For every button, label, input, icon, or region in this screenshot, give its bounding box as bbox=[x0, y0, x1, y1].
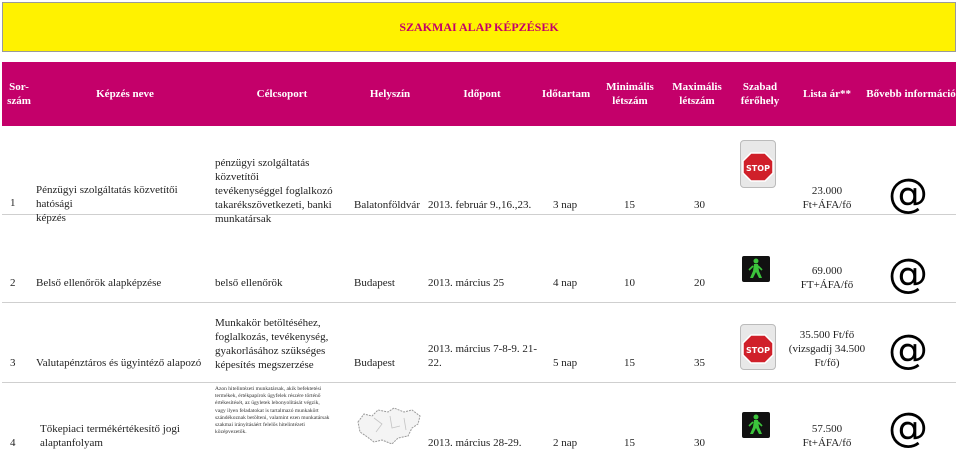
header-idopont: Időpont bbox=[463, 88, 501, 100]
price-line: 35.500 Ft/fő bbox=[799, 329, 855, 341]
course-name-line: képzés bbox=[36, 212, 66, 224]
header-szabad bbox=[732, 62, 788, 126]
course-name-line: Tőkepiaci termékértékesítő jogi bbox=[40, 423, 180, 435]
svg-text:STOP: STOP bbox=[746, 164, 770, 173]
max-headcount: 35 bbox=[694, 357, 705, 369]
duration: 3 nap bbox=[553, 199, 578, 211]
min-headcount: 15 bbox=[624, 437, 635, 449]
location: Budapest bbox=[354, 357, 395, 369]
price-line: FT+ÁFA/fő bbox=[800, 279, 854, 291]
header-sorszam bbox=[2, 62, 36, 126]
header-kepzes: Képzés neve bbox=[96, 88, 154, 100]
more-info-link[interactable]: @ bbox=[888, 171, 928, 217]
target-group bbox=[215, 276, 355, 290]
header-min-line2: létszám bbox=[612, 95, 648, 107]
table-row bbox=[2, 126, 956, 225]
price-line: Ft/fő) bbox=[814, 357, 840, 369]
header-szabad-line2: férőhely bbox=[740, 95, 780, 107]
page-title: SZAKMAI ALAP KÉPZÉSEK bbox=[399, 19, 559, 34]
green-walking-man-icon bbox=[742, 412, 770, 438]
hungary-map-icon bbox=[354, 406, 424, 451]
price-line: Ft+ÁFA/fő bbox=[802, 437, 852, 449]
max-headcount: 30 bbox=[694, 437, 705, 449]
date: 2013. március 25 bbox=[428, 277, 505, 289]
date-line: 2013. március 7-8-9. 21- bbox=[428, 343, 538, 355]
target-group bbox=[215, 386, 365, 436]
date: 2013. február 9.,16.,23. bbox=[428, 199, 532, 211]
course-name bbox=[40, 422, 215, 450]
green-walking-man-icon bbox=[742, 256, 770, 282]
table-row bbox=[2, 214, 956, 303]
course-name bbox=[36, 276, 216, 290]
target-line: termékek, értékpapírok ügyfelek részére történő bbox=[215, 393, 321, 400]
min-headcount: 15 bbox=[624, 199, 635, 211]
min-headcount: 10 bbox=[624, 277, 635, 289]
header-info: Bővebb információ bbox=[866, 88, 956, 100]
date bbox=[428, 342, 538, 370]
header-helyszin: Helyszín bbox=[369, 88, 411, 100]
header-sorszam-line2: szám bbox=[7, 95, 31, 107]
target-line: Azon hitelintézeti munkatársak, akik befektetési bbox=[215, 386, 322, 392]
location: Balatonföldvár bbox=[354, 199, 420, 211]
header-min-line1: Minimális bbox=[606, 81, 654, 93]
target-line: belső ellenőrök bbox=[215, 277, 283, 289]
course-name-line: Belső ellenőrök alapképzése bbox=[36, 277, 162, 289]
header-ar: Lista ár** bbox=[803, 88, 851, 100]
row-number: 1 bbox=[10, 197, 16, 209]
price bbox=[788, 422, 866, 450]
duration: 2 nap bbox=[553, 437, 578, 449]
target-line: értékesítését, az ügyletek lebonyolítását végzik, bbox=[215, 400, 320, 407]
max-headcount: 20 bbox=[694, 277, 705, 289]
target-line: képesítés megszerzése bbox=[215, 359, 314, 371]
row-number: 4 bbox=[10, 437, 16, 449]
date: 2013. március 28-29. bbox=[428, 437, 522, 449]
header-max bbox=[662, 62, 732, 126]
target-line: középvezetők. bbox=[215, 429, 247, 436]
price bbox=[788, 184, 866, 212]
title-bar bbox=[2, 2, 956, 52]
course-name bbox=[36, 356, 216, 370]
course-name-line: alaptanfolyam bbox=[40, 437, 103, 449]
header-max-line2: létszám bbox=[679, 95, 715, 107]
more-info-link[interactable]: @ bbox=[888, 327, 928, 373]
more-info-link[interactable]: @ bbox=[888, 405, 928, 451]
max-headcount: 30 bbox=[694, 199, 705, 211]
price bbox=[788, 264, 866, 292]
row-number: 2 bbox=[10, 277, 16, 289]
table-row bbox=[2, 302, 956, 383]
duration: 5 nap bbox=[553, 357, 578, 369]
target-group bbox=[215, 316, 355, 372]
target-line: pénzügyi szolgáltatás közvetítői bbox=[215, 157, 310, 183]
header-celcsoport: Célcsoport bbox=[256, 88, 308, 100]
price-line: 23.000 bbox=[811, 185, 843, 197]
location: Budapest bbox=[354, 277, 395, 289]
target-line: tevékenységgel foglalkozó bbox=[215, 185, 333, 197]
course-name-line: Valutapénztáros és ügyintéző alapozó bbox=[36, 357, 202, 369]
target-line: munkatársak bbox=[215, 213, 272, 225]
header-max-line1: Maximális bbox=[672, 81, 722, 93]
price-line: 69.000 bbox=[811, 265, 843, 277]
target-line: vagy ilyen feladatokat is tartalmazó munkakört bbox=[215, 407, 319, 414]
price-line: (vizsgadíj 34.500 bbox=[788, 343, 866, 355]
header-idotartam: Időtartam bbox=[541, 88, 591, 100]
duration: 4 nap bbox=[553, 277, 578, 289]
svg-text:STOP: STOP bbox=[746, 346, 770, 355]
target-line: szakmai irányításáért felelős hitelintézeti bbox=[215, 422, 305, 429]
header-szabad-line1: Szabad bbox=[742, 81, 778, 93]
stop-sign-icon bbox=[740, 324, 776, 370]
target-line: szándékoznak betölteni, valamint ezen munkatársak bbox=[215, 414, 330, 421]
table-header bbox=[2, 62, 956, 126]
price bbox=[788, 328, 866, 370]
table-row bbox=[2, 382, 956, 452]
stop-sign-icon bbox=[740, 140, 776, 188]
min-headcount: 15 bbox=[624, 357, 635, 369]
row-number: 3 bbox=[10, 357, 16, 369]
price-line: Ft+ÁFA/fő bbox=[802, 199, 852, 211]
target-line: foglalkozás, tevékenység, bbox=[215, 331, 329, 343]
course-name-line: Pénzügyi szolgáltatás közvetítői hatósági bbox=[36, 184, 178, 210]
header-sorszam-line1: Sor- bbox=[9, 81, 29, 93]
target-line: Munkakör betöltéséhez, bbox=[215, 317, 321, 329]
date-line: 22. bbox=[428, 357, 442, 369]
price-line: 57.500 bbox=[811, 423, 843, 435]
more-info-link[interactable]: @ bbox=[888, 251, 928, 297]
header-min bbox=[598, 62, 662, 126]
target-line: gyakorlásához szükséges bbox=[215, 345, 326, 357]
target-line: takarékszövetkezeti, banki bbox=[215, 199, 332, 211]
